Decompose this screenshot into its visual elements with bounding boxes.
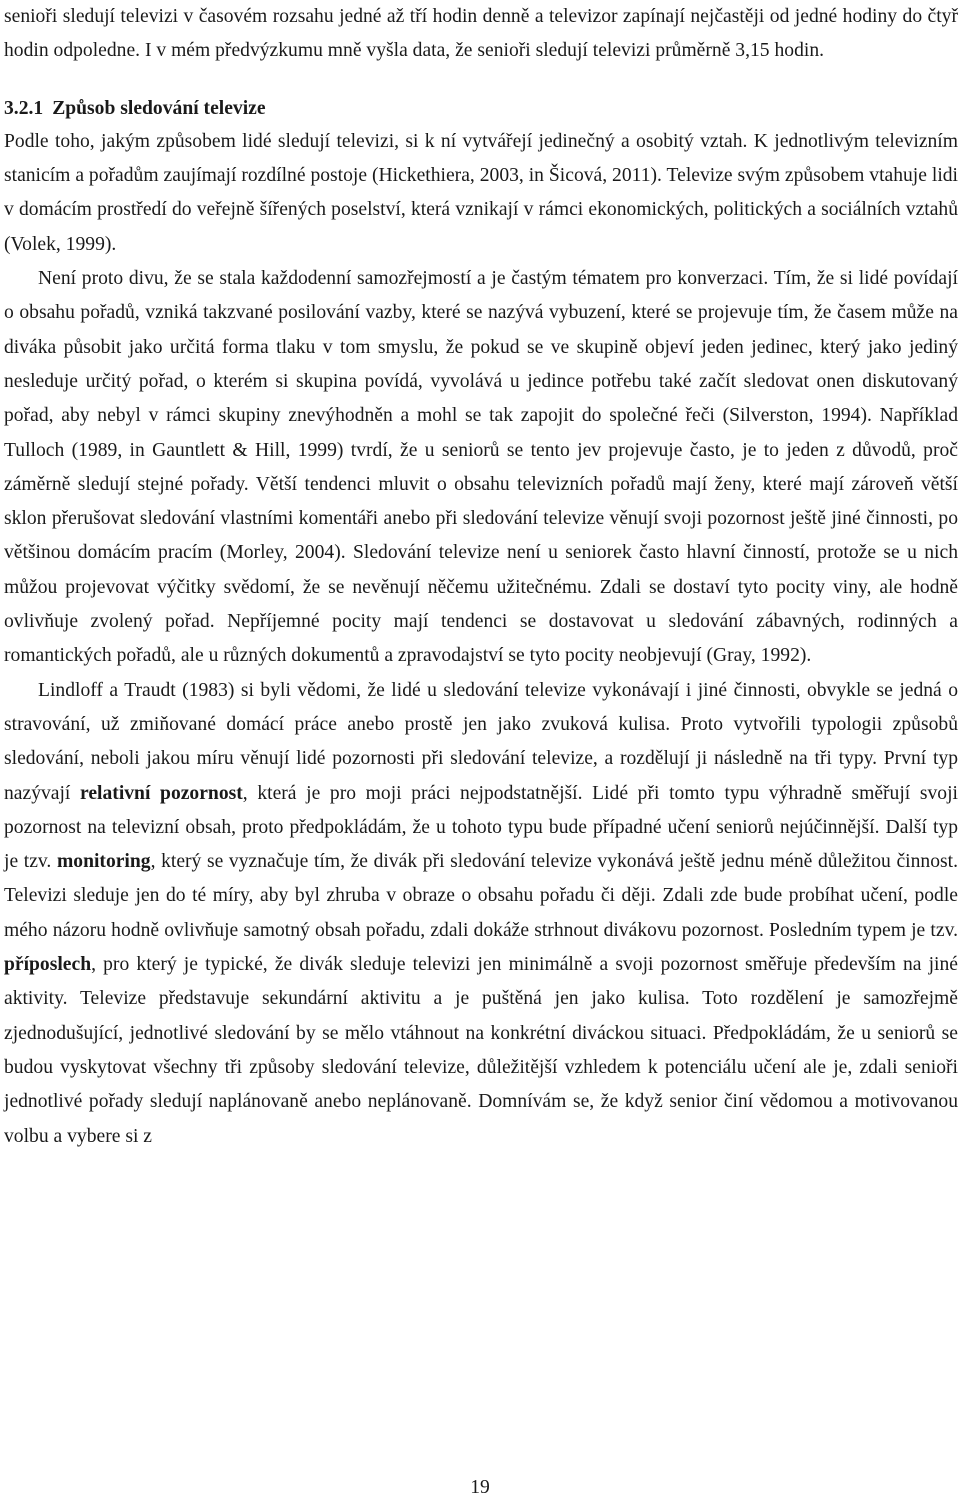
intro-paragraph: senioři sledují televizi v časovém rozsahu jedné až tří hodin denně a televizor zapínají nejčastěji od jedné hodiny do čtyř hodin odpoledne. I v mém předvýzkumu mně vyšla data, že senioři sledují televizi průměrně 3,15 hodin. bbox=[4, 6, 958, 62]
section-title: Způsob sledování televize bbox=[52, 97, 266, 119]
section-number: 3.2.1 bbox=[4, 97, 44, 119]
page-number: 19 bbox=[470, 1477, 490, 1498]
term-background-listening: příposlech bbox=[4, 954, 92, 976]
paragraph-3 bbox=[4, 674, 958, 1154]
paragraph-2: Není proto divu, že se stala každodenní samozřejmostí a je častým tématem pro konverzaci. Tím, že si lidé povídají o obsahu pořadů, vzniká takzvané posilování vazby, které se nazývá vybuzení, které se projevuje tím, že časem může na diváka působit jako určitá forma tlaku v tom smyslu, že pokud se ve skupině objeví jeden jedinec, který jako jediný nesleduje určitý pořad, o kterém si skupina povídá, vyvolává u jedince potřebu také začít sledovat onen diskutovaný pořad, aby nebyl v rámci skupiny znevýhodněn a mohl se tak zapojit do společné řeči (Silverston, 1994). Například Tulloch (1989, in Gauntlett & Hill, 1999) tvrdí, že u seniorů se tento jev projevuje často, je to jeden z důvodů, proč záměrně sledují stejné pořady. Větší tendenci mluvit o obsahu televizních pořadů mají ženy, které mají zároveň větší sklon přerušovat sledování vlastními komentáři anebo při sledování televize věnují svoji pozornost ještě jiné činnosti, po většinou domácím pracím (Morley, 2004). Sledování televize není u seniorek často hlavní činností, protože se u nich můžou projevovat výčitky svědomí, že se nevěnují něčemu užitečnému. Zdali se dostaví tyto pocity viny, ale hodně ovlivňuje zvolený pořad. Nepříjemné pocity mají tendenci se dostavovat u sledování zábavných, rodinných a romantických pořadů, ale u různých dokumentů a zpravodajství se tyto pocity neobjevují (Gray, 1992). bbox=[4, 268, 958, 667]
page-content bbox=[4, 0, 958, 1154]
paragraph-1: Podle toho, jakým způsobem lidé sledují televizi, si k ní vytvářejí jedinečný a osobitý vztah. K jednotlivým televizním stanicím a pořadům zaujímají rozdílné postoje (Hickethiera, 2003, in Šicová, 2011). Televize svým způsobem vtahuje lidi v domácím prostředí do veřejně šířených poselství, která vznikají v rámci ekonomických, politických a sociálních vztahů (Volek, 1999). bbox=[4, 130, 958, 255]
paragraph-3-text-1: Lindloff a Traudt (1983) si byli vědomi, že lidé u sledování televize vykonávají i jiné činnosti, obvykle se jedná o stravování, už zmiňované domácí práce anebo prostě jen jako zvuková kulisa. Proto vytvořili typologii způsobů sledování, neboli jakou míru věnují lidé pozornosti při sledování televize, a rozdělují ji následně na tři typy. První typ nazývají bbox=[4, 679, 958, 804]
section-heading bbox=[4, 92, 958, 126]
term-monitoring: monitoring bbox=[56, 851, 151, 873]
paragraph-3-text-3: , který se vyznačuje tím, že divák při sledování televize vykonává ještě jednu méně důležitou činnost. Televizi sleduje jen do té míry, aby byl zhruba v obraze o obsahu pořadu či ději. Zdali zde bude probíhat učení, podle mého názoru hodně ovlivňuje samotný obsah pořadu, zdali dokáže strhnout divákovu pozornost. Posledním typem je tzv. bbox=[4, 851, 958, 941]
paragraph-3-text-4: , pro který je typické, že divák sleduje televizi jen minimálně a svoji pozornost směřuje především na jiné aktivity. Televize představuje sekundární aktivitu a je puštěná jen jako kulisa. Toto rozdělení je samozřejmě zjednodušující, jednotlivé sledování by se mělo vtáhnout na konkrétní diváckou situaci. Předpokládám, že u seniorů se budou vyskytovat všechny tři způsoby sledování televize, důležitější vzhledem k potenciálu učení ale je, zdali senioři jednotlivé pořady sledují naplánovaně anebo neplánovaně. Domnívám se, že když senior činí vědomou a motivovanou volbu a vybere si z bbox=[4, 954, 958, 1147]
paragraph-3-text-2: , která je pro moji práci nejpodstatnější. Lidé při tomto typu výhradně směřují svoji pozornost na televizní obsah, proto předpokládám, že u tohoto typu bude případné učení seniorů nejúčinnější. Další typ je tzv. bbox=[4, 782, 958, 873]
term-relative-attention: relativní pozornost bbox=[80, 782, 243, 804]
